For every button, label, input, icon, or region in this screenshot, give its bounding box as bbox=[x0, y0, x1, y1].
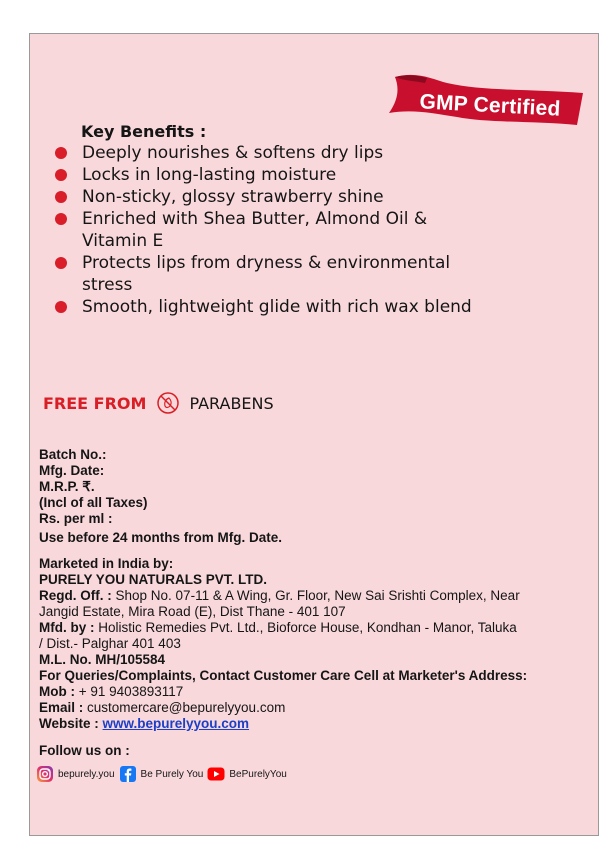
social-links bbox=[36, 765, 291, 783]
parabens-text: PARABENS bbox=[189, 393, 274, 413]
benefit-item bbox=[55, 164, 525, 186]
bullet-dot bbox=[55, 169, 67, 181]
bullet-dot bbox=[55, 257, 67, 269]
benefit-text: Enriched with Shea Butter, Almond Oil & bbox=[82, 209, 428, 229]
use-before: Use before 24 months from Mfg. Date. bbox=[39, 530, 283, 545]
facebook-handle[interactable]: Be Purely You bbox=[140, 768, 204, 780]
benefit-item bbox=[55, 186, 525, 208]
free-from-row bbox=[43, 391, 274, 415]
benefit-item bbox=[55, 296, 525, 318]
benefit-text: Vitamin E bbox=[82, 231, 164, 251]
instagram-handle[interactable]: bepurely.you bbox=[58, 768, 115, 780]
benefit-text: stress bbox=[82, 275, 133, 295]
gmp-badge-text: GMP Certified bbox=[418, 90, 562, 121]
queries-line: For Queries/Complaints, Contact Customer Care Cell at Marketer's Address: bbox=[39, 668, 528, 683]
no-paraben-icon bbox=[156, 391, 180, 415]
benefit-item bbox=[55, 252, 525, 296]
product-label bbox=[29, 33, 599, 836]
batch-info bbox=[39, 447, 148, 527]
incl-taxes: (Incl of all Taxes) bbox=[39, 495, 148, 510]
bullet-dot bbox=[55, 301, 67, 313]
facebook-icon[interactable] bbox=[119, 765, 137, 783]
bullet-dot bbox=[55, 147, 67, 159]
youtube-icon[interactable] bbox=[207, 765, 225, 783]
benefits-list bbox=[55, 142, 525, 318]
free-from-label: FREE FROM bbox=[43, 393, 147, 413]
benefit-text: Smooth, lightweight glide with rich wax blend bbox=[82, 297, 472, 317]
youtube-handle[interactable]: BePurelyYou bbox=[229, 768, 287, 780]
marketer-info bbox=[39, 556, 579, 732]
mfd-by: Mfd. by : Holistic Remedies Pvt. Ltd., Bioforce House, Kondhan - Manor, Taluka bbox=[39, 620, 517, 635]
mrp: M.R.P. ₹. bbox=[39, 479, 95, 494]
benefit-text: Non-sticky, glossy strawberry shine bbox=[82, 187, 384, 207]
benefit-item bbox=[55, 142, 525, 164]
rs-per-ml: Rs. per ml : bbox=[39, 511, 113, 526]
regd-office-line-2: Jangid Estate, Mira Road (E), Dist Thane - 401 107 bbox=[39, 604, 346, 619]
benefit-item bbox=[55, 208, 525, 252]
bullet-dot bbox=[55, 213, 67, 225]
website-link[interactable]: www.bepurelyyou.com bbox=[102, 716, 250, 731]
regd-office: Regd. Off. : Shop No. 07-11 & A Wing, Gr. Floor, New Sai Srishti Complex, Near bbox=[39, 588, 520, 603]
marketed-label: Marketed in India by: bbox=[39, 556, 174, 571]
batch-no: Batch No.: bbox=[39, 447, 107, 462]
website: Website : www.bepurelyyou.com bbox=[39, 716, 250, 731]
benefit-text: Deeply nourishes & softens dry lips bbox=[82, 143, 384, 163]
bullet-dot bbox=[55, 191, 67, 203]
mfg-date: Mfg. Date: bbox=[39, 463, 105, 478]
mobile: Mob : + 91 9403893117 bbox=[39, 684, 184, 699]
instagram-icon[interactable] bbox=[36, 765, 54, 783]
key-benefits-heading: Key Benefits : bbox=[81, 122, 207, 141]
mfd-by-line-2: / Dist.- Palghar 401 403 bbox=[39, 636, 181, 651]
email: Email : customercare@bepurelyyou.com bbox=[39, 700, 286, 715]
ml-number: M.L. No. MH/105584 bbox=[39, 652, 166, 667]
company-name: PURELY YOU NATURALS PVT. LTD. bbox=[39, 572, 268, 587]
benefit-text: Protects lips from dryness & environmental bbox=[82, 253, 451, 273]
follow-us-label: Follow us on : bbox=[39, 743, 130, 758]
gmp-certified-badge bbox=[387, 69, 587, 135]
benefit-text: Locks in long-lasting moisture bbox=[82, 165, 337, 185]
